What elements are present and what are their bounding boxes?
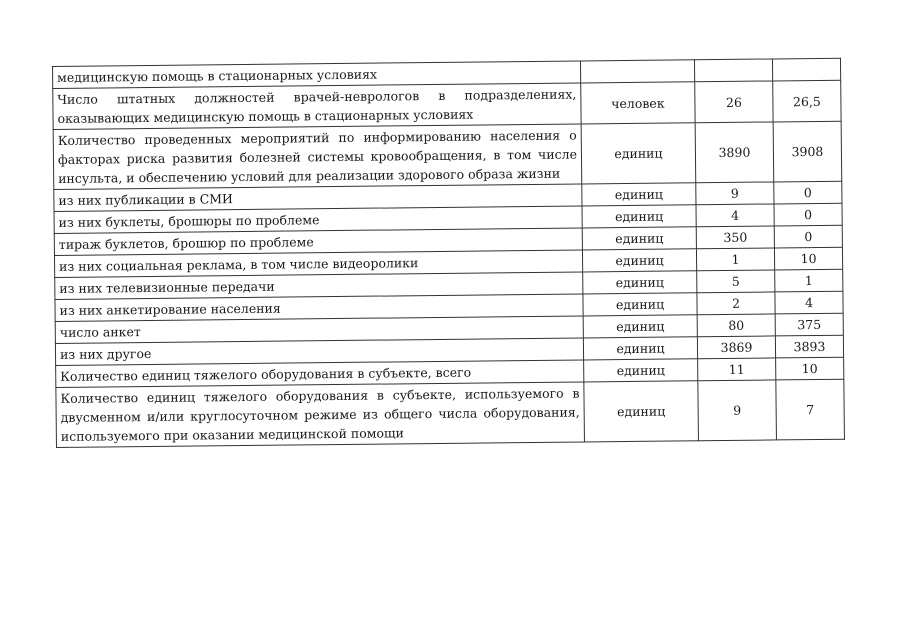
indicator-description: из них анкетирование населения — [55, 294, 583, 322]
value-cell-1: 9 — [696, 182, 774, 205]
unit-cell: единиц — [582, 249, 696, 272]
value-cell-2: 7 — [776, 379, 845, 440]
value-cell-2: 1 — [775, 269, 843, 292]
value-cell-2: 26,5 — [773, 80, 841, 122]
indicator-description: Количество проведенных мероприятий по информированию населения о факторах риска развития болезней системы кровообращения, в том числе инсульта, и обеспечению условий для реализации здорового образа жизни — [53, 124, 582, 190]
value-cell-1: 3869 — [697, 336, 775, 359]
unit-cell: человек — [581, 82, 695, 124]
value-cell-1 — [694, 59, 772, 82]
indicator-description: число анкет — [55, 316, 583, 344]
value-cell-2: 375 — [775, 313, 843, 336]
value-cell-2: 0 — [774, 203, 842, 226]
unit-cell: единиц — [583, 293, 697, 316]
unit-cell: единиц — [582, 227, 696, 250]
indicator-description: Число штатных должностей врачей-неврологов в подразделениях, оказывающих медицинскую помощь в стационарных условиях — [53, 83, 581, 130]
indicator-description: из них публикации в СМИ — [54, 184, 582, 212]
value-cell-2: 10 — [776, 357, 844, 380]
indicator-description: медицинскую помощь в стационарных условиях — [53, 61, 581, 89]
unit-cell: единиц — [584, 381, 699, 442]
value-cell-2: 0 — [774, 181, 842, 204]
indicators-table — [52, 58, 845, 448]
value-cell-1: 5 — [697, 270, 775, 293]
indicator-description: из них социальная реклама, в том числе видеоролики — [54, 250, 582, 278]
unit-cell — [580, 60, 694, 83]
value-cell-1: 3890 — [695, 122, 774, 183]
indicator-description: из них телевизионные передачи — [55, 272, 583, 300]
value-cell-1: 4 — [696, 204, 774, 227]
unit-cell: единиц — [584, 359, 698, 382]
value-cell-2: 0 — [774, 225, 842, 248]
table-row — [53, 121, 842, 189]
indicator-description: Количество единиц тяжелого оборудования в субъекте, всего — [56, 360, 584, 388]
value-cell-1: 9 — [698, 380, 777, 441]
unit-cell: единиц — [582, 205, 696, 228]
indicator-description: тираж буклетов, брошюр по проблеме — [54, 228, 582, 256]
indicator-description: из них другое — [55, 338, 583, 366]
unit-cell: единиц — [583, 271, 697, 294]
value-cell-1: 1 — [696, 248, 774, 271]
indicator-description: Количество единиц тяжелого оборудования в субъекте, используемого в двусменном и/или круглосуточном режиме из общего числа оборудования, используемого при оказании медицинской помощи — [56, 382, 585, 448]
unit-cell: единиц — [582, 183, 696, 206]
value-cell-2 — [772, 58, 840, 81]
unit-cell: единиц — [581, 123, 696, 184]
unit-cell: единиц — [583, 337, 697, 360]
value-cell-1: 350 — [696, 226, 774, 249]
value-cell-2: 10 — [774, 247, 842, 270]
value-cell-1: 26 — [695, 81, 773, 123]
value-cell-2: 3893 — [775, 335, 843, 358]
value-cell-1: 2 — [697, 292, 775, 315]
indicator-description: из них буклеты, брошюры по проблеме — [54, 206, 582, 234]
table-row — [56, 379, 845, 447]
value-cell-2: 3908 — [773, 121, 842, 182]
unit-cell: единиц — [583, 315, 697, 338]
value-cell-1: 11 — [698, 358, 776, 381]
value-cell-2: 4 — [775, 291, 843, 314]
value-cell-1: 80 — [697, 314, 775, 337]
